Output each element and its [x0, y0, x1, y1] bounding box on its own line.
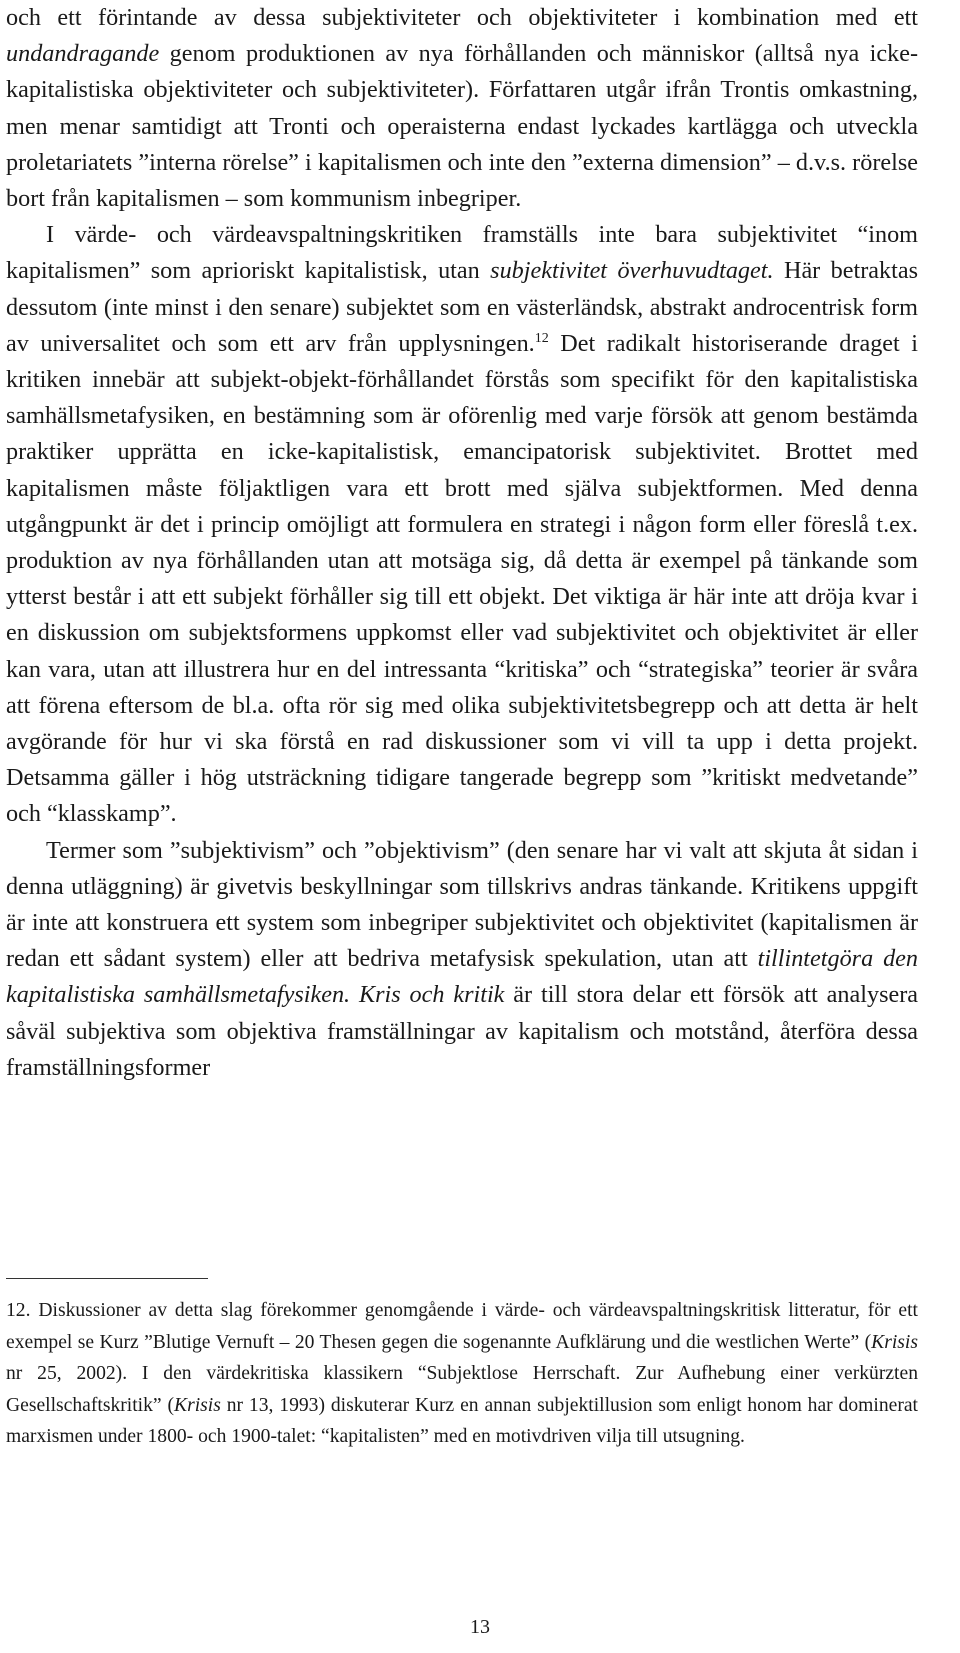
paragraph-3 — [6, 833, 918, 1086]
paragraph-2-text-cont: Här betraktas dessutom (inte minst i den senare) subjektet som en västerländsk, abstrakt androcentrisk form av universalitet och som ett arv från upplysningen. — [6, 257, 918, 357]
paragraph-1 — [6, 0, 918, 217]
paragraph-3-text: Termer som ”subjektivism” och ”objektivism” (den senare har vi valt att skjuta åt sidan i denna utläggning) är givetvis beskyllningar som tillskrivs andras tänkande. Kritikens uppgift är inte att konstruera ett system som inbegriper subjektivitet och objektivitet (kapitalismen är redan ett sådant system) eller att bedriva metafysisk spekulation, utan att — [6, 836, 918, 973]
paragraph-2-text: I värde- och värdeavspaltningskritiken framställs inte bara subjektivitet “inom kapitalismen” som aprioriskt kapitalistisk, utan — [6, 221, 918, 285]
paragraph-2-text-rest: Det radikalt historiserande draget i kritiken innebär att subjekt-objekt-förhållandet förstås som specifikt för den kapitalistiska samhällsmetafysiken, en bestämning som är oförenlig med varje försök att genom bestämda praktiker upprätta en icke-kapitalistisk, emancipatorisk subjektivitet. Brottet med kapitalismen måste följaktligen vara ett brott med själva subjektformen. Med denna utgångpunkt är det i princip omöjligt att formulera en strategi i någon form eller föreslå t.ex. produktion av nya förhållanden utan att motsäga sig, då detta är exempel på tänkande som ytterst består i att ett subjekt förhåller sig till ett objekt. Det viktiga är här inte att dröja kvar i en diskussion om subjektsformens uppkomst eller vad subjektivitet och objektivitet är eller kan vara, utan att illustrera hur en del intressanta “kritiska” och “strategiska” teorier är svåra att förena eftersom de bl.a. ofta rör sig med olika subjektivitetsbegrepp och att detta är helt avgörande för hur vi ska förstå en rad diskussioner som vi vill ta upp i detta projekt. Detsamma gäller i hög utsträckning tidigare tangerade begrepp som ”kritiskt medvetande” och “klasskamp”. — [6, 329, 918, 828]
document-page — [6, 0, 918, 1086]
footnote-12 — [6, 1295, 918, 1453]
emphasis-tillintetgora: tillintetgöra den kapitalistiska samhällsmetafysiken. Kris och kritik — [6, 945, 918, 1009]
footnotes — [6, 1295, 918, 1453]
paragraph-2 — [6, 217, 918, 832]
paragraph-1-text: och ett förintande av dessa subjektiviteter och objektiviteter i kombination med ett — [6, 4, 918, 31]
page-number: 13 — [470, 1616, 490, 1638]
footnote-reference-12[interactable]: 12 — [534, 330, 549, 346]
footnote-krisis-2: Krisis — [174, 1394, 221, 1416]
footnote-divider — [6, 1278, 208, 1279]
footnote-krisis-1: Krisis — [871, 1331, 918, 1353]
footnote-12-text-rest: nr 13, 1993) diskuterar Kurz en annan subjektillusion som enligt honom har dominerat marxismen under 1800- och 1900-talet: “kapitalisten” med en motivdriven vilja till utsugning. — [6, 1394, 918, 1448]
emphasis-undandragande: undandragande — [6, 40, 160, 68]
footnote-12-text: 12. Diskussioner av detta slag förekommer genomgående i värde- och värdeavspaltningskritisk litteratur, för ett exempel se Kurz ”Blutige Vernuft – 20 Thesen gegen die sogenannte Aufklärung und die westlichen Werte” ( — [6, 1300, 918, 1353]
body-text — [6, 0, 918, 1086]
paragraph-3-text-cont: är till stora delar ett försök att analysera såväl subjektiva som objektiva framställningar av kapitalism och motstånd, återföra dessa framställningsformer — [6, 981, 919, 1081]
footnote-12-text-cont: nr 25, 2002). I den värdekritiska klassikern “Subjektlose Herrschaft. Zur Aufhebung einer verkürzten Gesellschaftskritik” ( — [6, 1363, 918, 1416]
emphasis-subjektivitet: subjektivitet överhuvudtaget. — [490, 257, 774, 285]
paragraph-1-text-cont: genom produktionen av nya förhållanden och människor (alltså nya icke-kapitalistiska objektiviteter och subjektiviteter). Författaren utgår ifrån Trontis omkastning, men menar samtidigt att Tronti och operaisterna endast lyckades kartlägga och utveckla proletariatets ”interna rörelse” i kapitalismen och inte den ”externa dimension” – d.v.s. rörelse bort från kapitalismen – som kommunism inbegriper. — [6, 40, 918, 213]
